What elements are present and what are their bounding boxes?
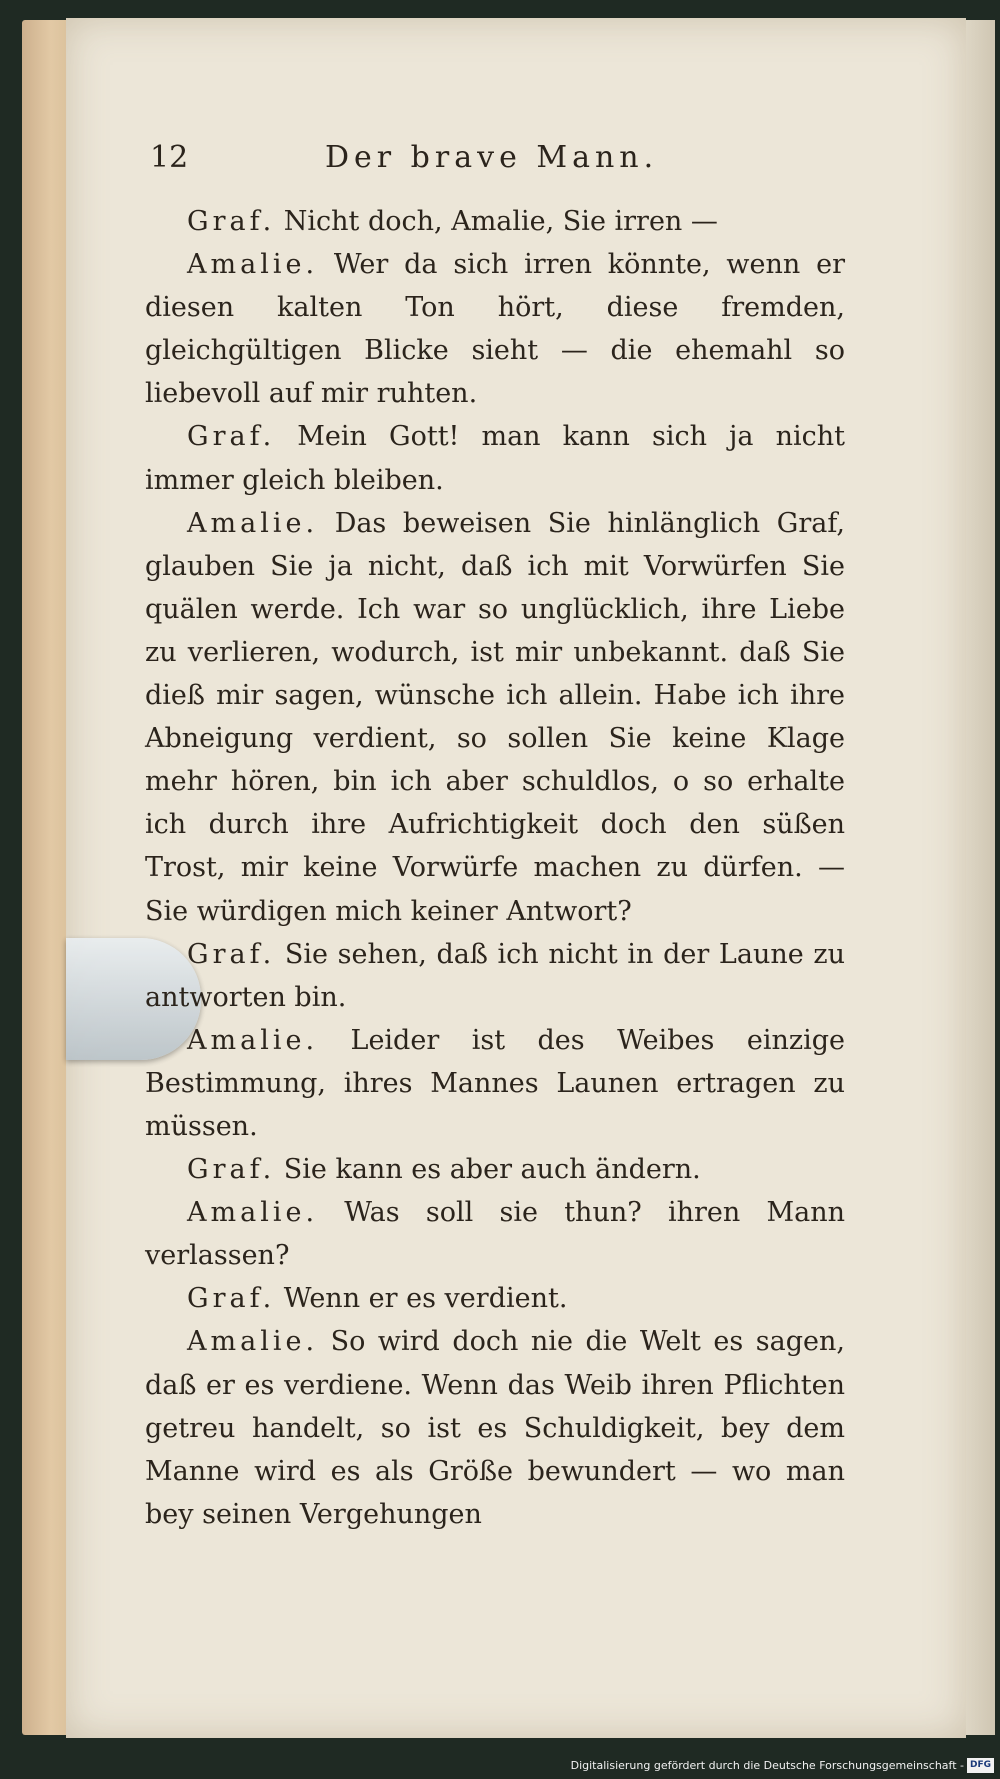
paragraph bbox=[145, 1191, 845, 1277]
running-title: Der brave Mann. bbox=[325, 140, 659, 175]
paragraph bbox=[145, 243, 845, 415]
speaker-name: Graf. bbox=[187, 938, 276, 970]
paragraph bbox=[145, 1320, 845, 1535]
paragraph-text: Mein Gott! man kann sich ja nicht immer gleich bleiben. bbox=[145, 421, 845, 496]
digitization-credit: Digitalisierung gefördert durch die Deutsche Forschungsgemeinschaft - bbox=[570, 1759, 964, 1772]
page-text bbox=[145, 200, 845, 1536]
speaker-name: Amalie. bbox=[187, 507, 319, 539]
speaker-name: Amalie. bbox=[187, 1197, 319, 1229]
dfg-logo-icon: DFG bbox=[967, 1758, 994, 1773]
paragraph bbox=[145, 1277, 845, 1320]
speaker-name: Graf. bbox=[187, 1154, 276, 1186]
page-number: 12 bbox=[150, 140, 189, 175]
paragraph bbox=[145, 502, 845, 933]
speaker-name: Graf. bbox=[187, 206, 276, 237]
paragraph-text: Sie sehen, daß ich nicht in der Laune zu antworten bin. bbox=[145, 938, 845, 1013]
paragraph-text: So wird doch nie die Welt es sagen, daß er es verdiene. Wenn das Weib ihren Pflichten getreu handelt, so ist es Schuldigkeit, bey dem Manne wird es als Größe bewundert — wo man bey seinen Vergehungen bbox=[145, 1326, 845, 1530]
speaker-name: Graf. bbox=[187, 421, 276, 453]
speaker-name: Amalie. bbox=[187, 1024, 319, 1056]
paragraph-text: Wer da sich irren könnte, wenn er diesen kalten Ton hört, diese fremden, gleichgültigen Blicke sieht — die ehemahl so liebevoll auf mir ruhten. bbox=[145, 249, 845, 410]
speaker-name: Amalie. bbox=[187, 249, 319, 281]
paragraph-text: Sie kann es aber auch ändern. bbox=[283, 1154, 701, 1186]
paragraph bbox=[145, 415, 845, 501]
speaker-name: Amalie. bbox=[187, 1326, 319, 1358]
paragraph-text: Nicht doch, Amalie, Sie irren — bbox=[283, 206, 718, 237]
paragraph-text: Leider ist des Weibes einzige Bestimmung, ihres Mannes Launen ertragen zu müssen. bbox=[145, 1024, 845, 1142]
page-header bbox=[150, 140, 850, 180]
speaker-name: Graf. bbox=[187, 1283, 276, 1315]
paragraph-text: Wenn er es verdient. bbox=[283, 1283, 568, 1315]
paragraph bbox=[145, 1019, 845, 1148]
paragraph-text: Was soll sie thun? ihren Mann verlassen? bbox=[145, 1197, 845, 1272]
paragraph bbox=[145, 933, 845, 1019]
paragraph bbox=[145, 200, 845, 243]
paragraph-text: Das beweisen Sie hinlänglich Graf, glauben Sie ja nicht, daß ich mit Vorwürfen Sie quälen werde. Ich war so unglücklich, ihre Liebe zu verlieren, wodurch, ist mir unbekannt. daß Sie dieß mir sagen, wünsche ich allein. Habe ich ihre Abneigung verdient, so sollen Sie keine Klage mehr hören, bin ich aber schuldlos, o so erhalte ich durch ihre Aufrichtigkeit doch den süßen Trost, mir keine Vorwürfe machen zu dürfen. — Sie würdigen mich keiner Antwort? bbox=[145, 507, 845, 927]
paragraph bbox=[145, 1148, 845, 1191]
